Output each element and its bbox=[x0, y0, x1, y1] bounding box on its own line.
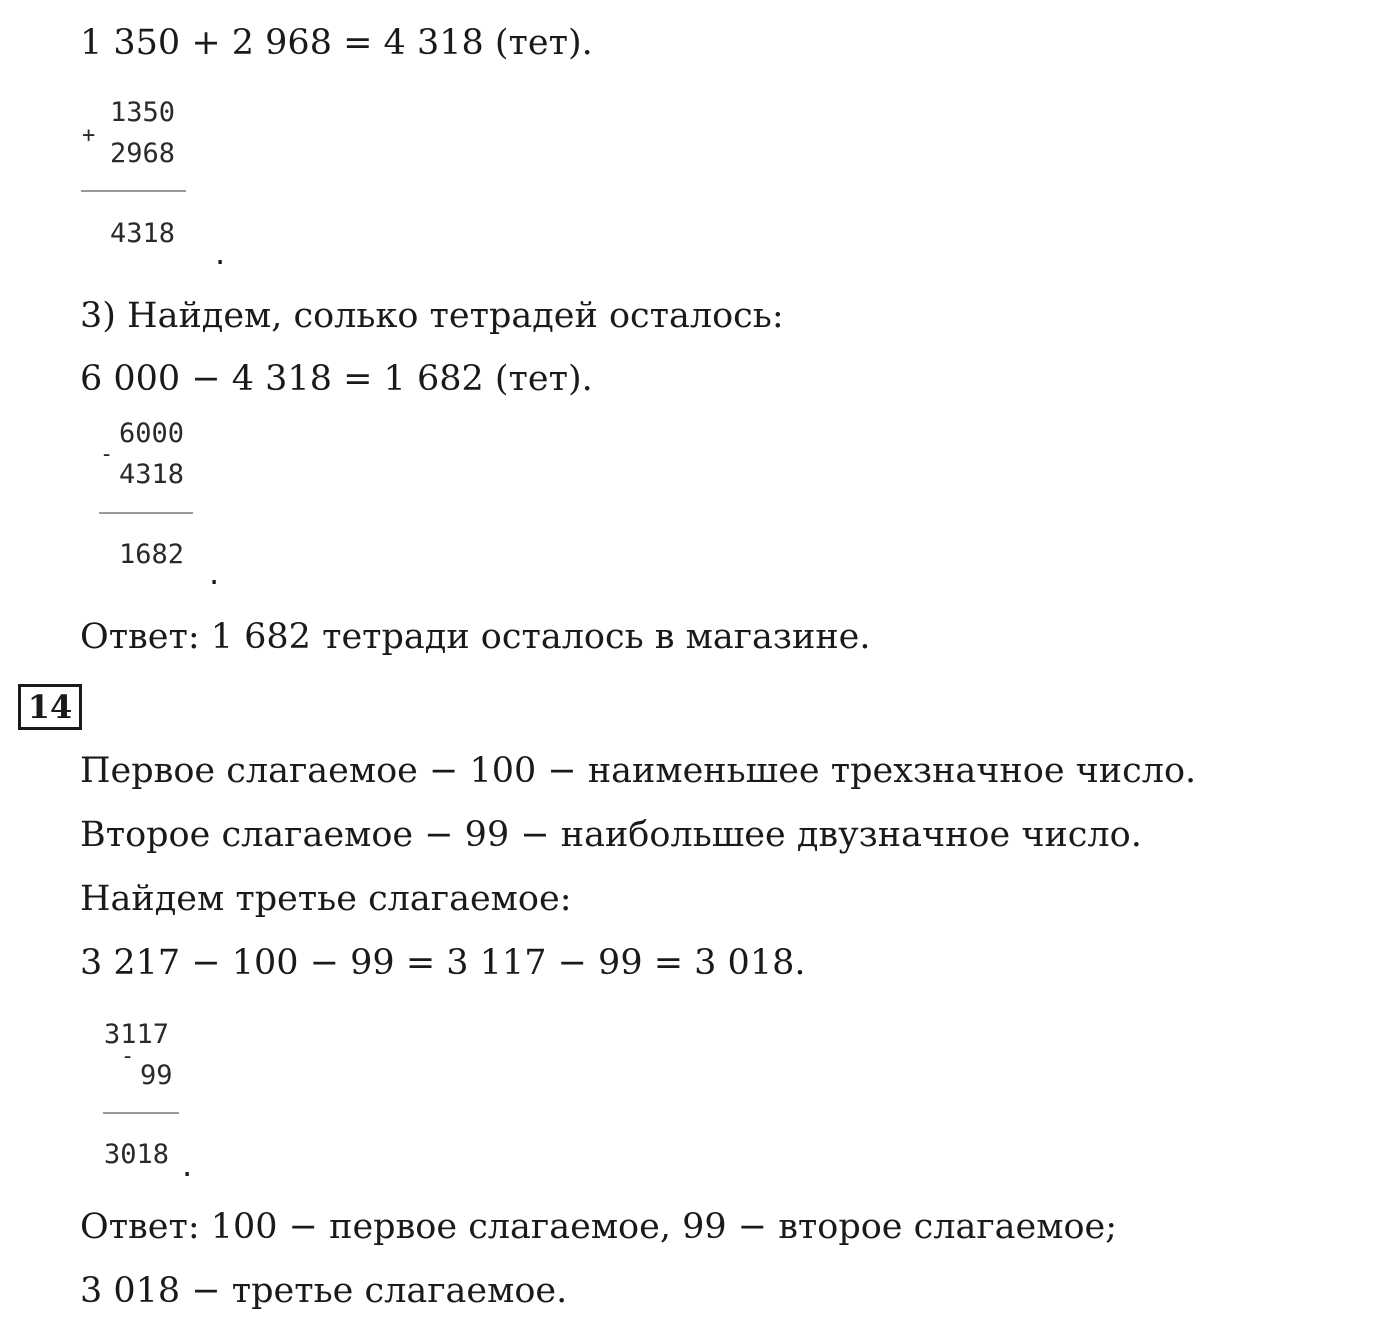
column-subtraction-1-bottom: 4318 bbox=[119, 459, 185, 490]
column-subtraction-2-result: 3018 bbox=[104, 1139, 170, 1170]
column-addition-bottom: 2968 bbox=[110, 138, 176, 169]
column-addition-top: 1350 bbox=[110, 97, 176, 128]
column-addition-dot: . bbox=[212, 240, 229, 271]
column-addition-rule bbox=[81, 190, 186, 192]
column-addition-operator: + bbox=[82, 123, 96, 148]
equation-third-addend: 3 217 − 100 − 99 = 3 117 − 99 = 3 018. bbox=[80, 943, 806, 983]
column-subtraction-2-dot: . bbox=[179, 1152, 196, 1183]
answer-2-continued: 3 018 − третье слагаемое. bbox=[80, 1271, 568, 1311]
column-subtraction-1-rule bbox=[99, 512, 193, 514]
column-subtraction-2-top: 3117 bbox=[104, 1019, 170, 1050]
second-addend-line: Второе слагаемое − 99 − наибольшее двузначное число. bbox=[80, 815, 1142, 855]
column-addition-result: 4318 bbox=[110, 218, 176, 249]
answer-1: Ответ: 1 682 тетради осталось в магазине. bbox=[80, 617, 871, 657]
step-3-heading: 3) Найдем, солько тетрадей осталось: bbox=[80, 296, 784, 336]
column-subtraction-1-dot: . bbox=[206, 560, 223, 591]
column-subtraction-1-result: 1682 bbox=[119, 539, 185, 570]
column-subtraction-2-bottom: 99 bbox=[140, 1060, 173, 1091]
equation-subtraction: 6 000 − 4 318 = 1 682 (тет). bbox=[80, 359, 593, 399]
column-subtraction-1-operator: - bbox=[100, 442, 114, 467]
column-subtraction-1-top: 6000 bbox=[119, 418, 185, 449]
answer-2: Ответ: 100 − первое слагаемое, 99 − второе слагаемое; bbox=[80, 1207, 1118, 1247]
first-addend-line: Первое слагаемое − 100 − наименьшее трехзначное число. bbox=[80, 751, 1197, 791]
column-subtraction-2-operator: - bbox=[121, 1044, 135, 1069]
task-number-box: 14 bbox=[18, 684, 82, 730]
find-third-addend-line: Найдем третье слагаемое: bbox=[80, 879, 572, 919]
column-subtraction-2-rule bbox=[103, 1112, 179, 1114]
equation-addition: 1 350 + 2 968 = 4 318 (тет). bbox=[80, 23, 593, 63]
